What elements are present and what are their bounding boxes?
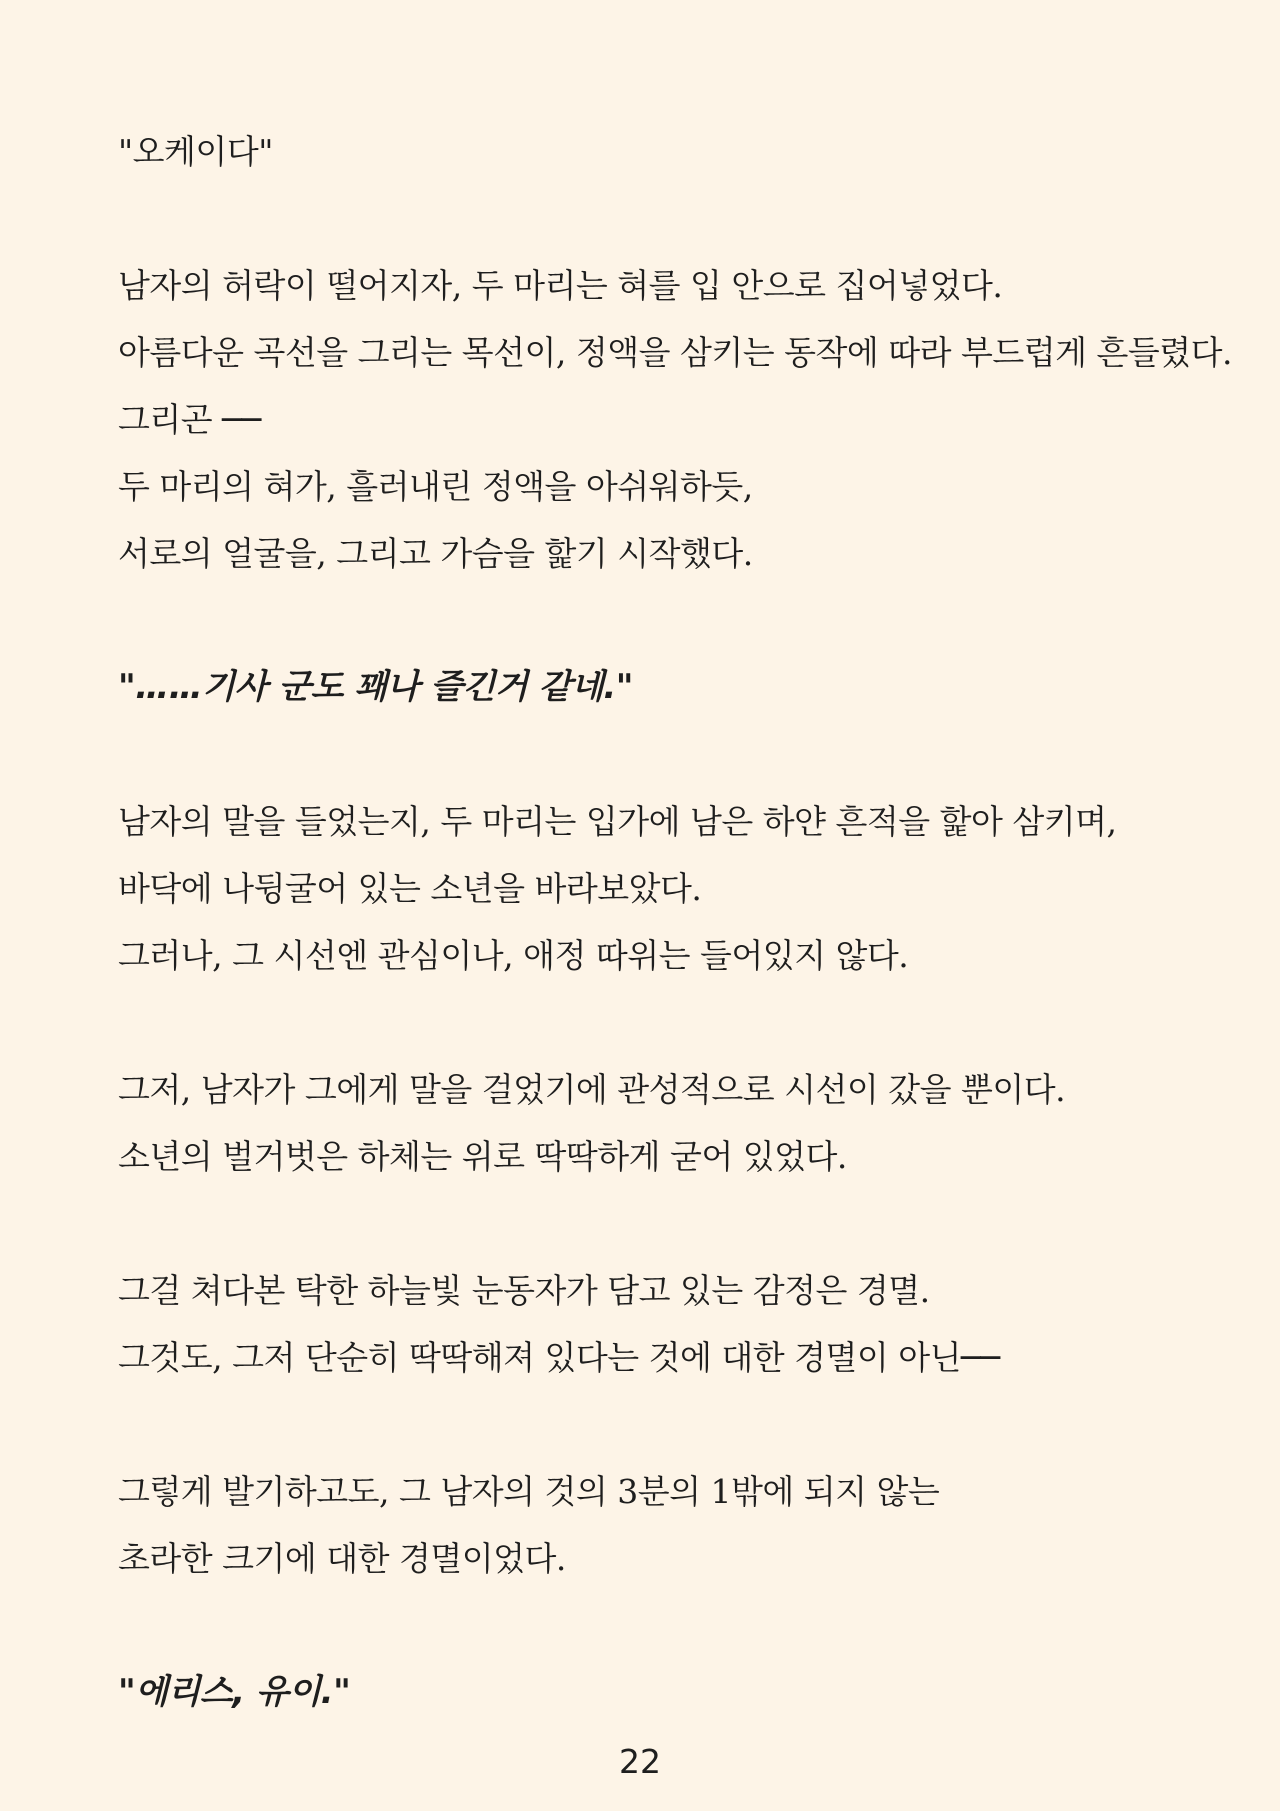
text-line: 소년의 벌거벗은 하체는 위로 딱딱하게 굳어 있었다. bbox=[118, 1137, 847, 1176]
dialogue-line: "……기사 군도 꽤나 즐긴거 같네." bbox=[118, 667, 633, 707]
text-line: 그저, 남자가 그에게 말을 걸었기에 관성적으로 시선이 갔을 뿐이다. bbox=[118, 1070, 1066, 1109]
text-line: 그러나, 그 시선엔 관심이나, 애정 따위는 들어있지 않다. bbox=[118, 936, 909, 975]
text-line: 남자의 말을 들었는지, 두 마리는 입가에 남은 하얀 흔적을 핥아 삼키며, bbox=[118, 802, 1117, 841]
paragraph-gap bbox=[118, 1592, 1198, 1659]
text-line: 그리곤 ── bbox=[118, 400, 261, 439]
paragraph-gap bbox=[118, 587, 1198, 654]
paragraph-gap bbox=[118, 1391, 1198, 1458]
paragraph-gap bbox=[118, 185, 1198, 252]
text-line: 바닥에 나뒹굴어 있는 소년을 바라보았다. bbox=[118, 869, 702, 908]
page-body bbox=[118, 118, 1232, 1726]
text-line: 그걸 쳐다본 탁한 하늘빛 눈동자가 담고 있는 감정은 경멸. bbox=[118, 1271, 930, 1310]
text-line: 두 마리의 혀가, 흘러내린 정액을 아쉬워하듯, bbox=[118, 467, 753, 506]
dialogue-line: "에리스, 유이." bbox=[118, 1672, 351, 1712]
text-line: "오케이다" bbox=[118, 132, 273, 171]
paragraph-gap bbox=[118, 1190, 1198, 1257]
text-line: 아름다운 곡선을 그리는 목선이, 정액을 삼키는 동작에 따라 부드럽게 흔들렸다. bbox=[118, 333, 1232, 372]
paragraph-gap bbox=[118, 721, 1198, 788]
text-line: 그것도, 그저 단순히 딱딱해져 있다는 것에 대한 경멸이 아닌── bbox=[118, 1338, 1000, 1377]
text-line: 서로의 얼굴을, 그리고 가슴을 핥기 시작했다. bbox=[118, 534, 753, 573]
text-line: 그렇게 발기하고도, 그 남자의 것의 3분의 1밖에 되지 않는 bbox=[118, 1472, 940, 1511]
text-line: 초라한 크기에 대한 경멸이었다. bbox=[118, 1539, 566, 1578]
paragraph-gap bbox=[118, 989, 1198, 1056]
text-line: 남자의 허락이 떨어지자, 두 마리는 혀를 입 안으로 집어넣었다. bbox=[118, 266, 1003, 305]
page-number: 22 bbox=[619, 1742, 661, 1781]
